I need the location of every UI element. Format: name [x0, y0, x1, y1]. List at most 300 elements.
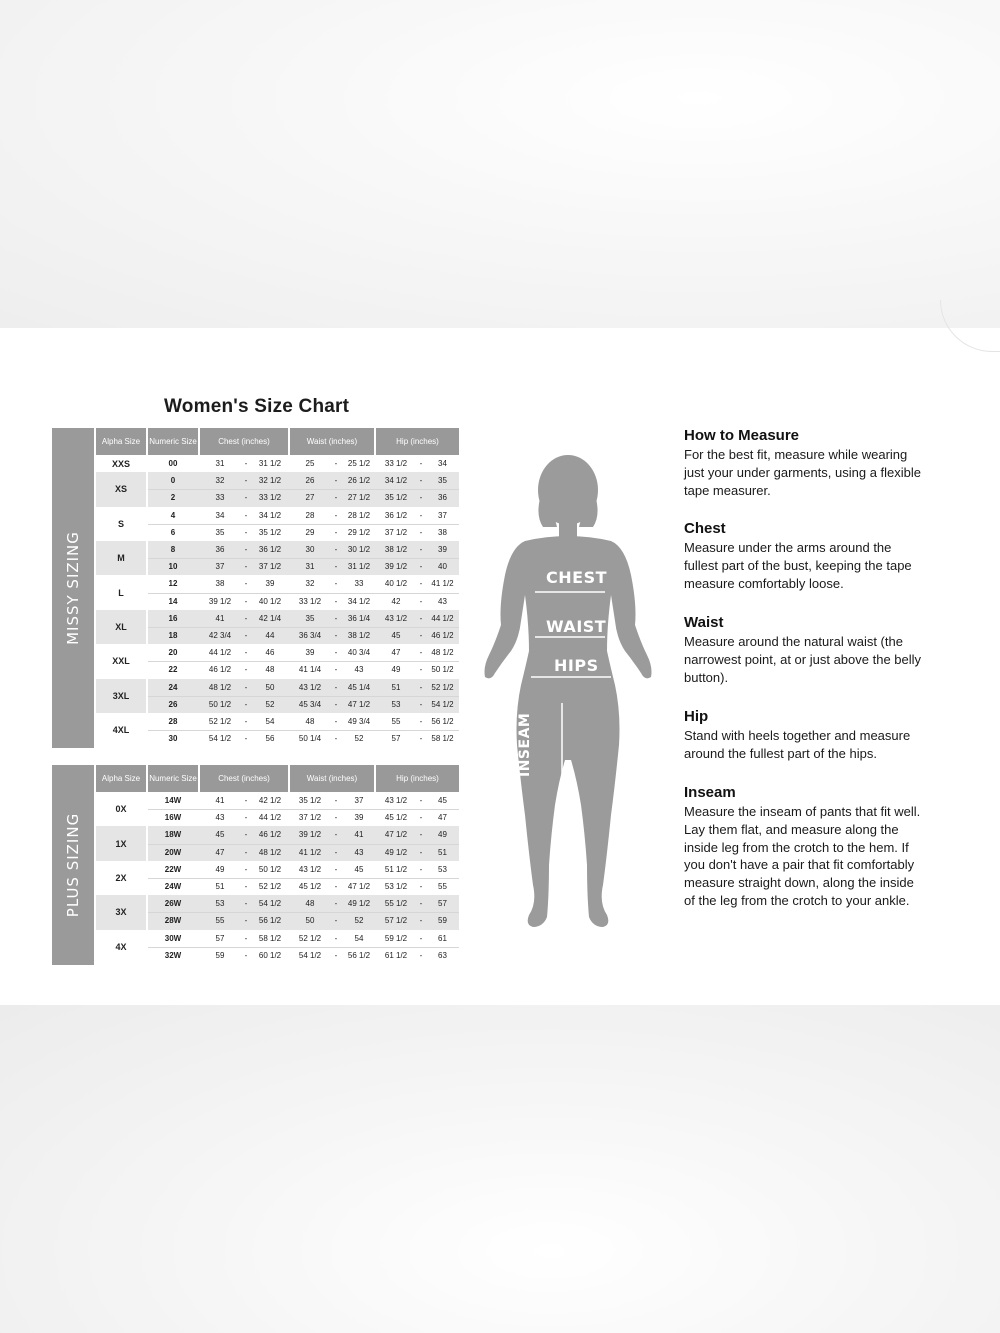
chest-min-cell: 37 — [215, 562, 225, 572]
numeric-size-cell: 22W — [164, 864, 182, 874]
chest-max-cell: 31 1/2 — [258, 459, 282, 468]
header-waist: Waist (inches) — [290, 765, 374, 792]
range-dash: - — [244, 648, 248, 658]
chest-max-cell: 37 1/2 — [258, 562, 282, 572]
numeric-size-cell: 2 — [170, 493, 176, 503]
numeric-size-cell: 28 — [168, 717, 178, 726]
waist-min-cell: 41 1/4 — [298, 665, 322, 675]
table-row — [148, 575, 459, 592]
numeric-size-cell: 16 — [168, 613, 178, 623]
hip-max-cell: 44 1/2 — [431, 613, 454, 623]
numeric-size-cell: 10 — [168, 562, 178, 572]
range-dash: - — [244, 562, 248, 572]
range-dash: - — [419, 545, 423, 554]
instruction-chest — [684, 520, 924, 592]
range-dash: - — [244, 950, 248, 960]
waist-max-cell: 43 — [354, 665, 364, 675]
chest-min-cell: 36 — [215, 545, 225, 554]
size-group — [96, 713, 459, 747]
instruction-text: Measure under the arms around the fullest part of the bust, keeping the tape measure comfortably loose. — [684, 540, 912, 591]
hip-max-cell: 34 — [438, 459, 447, 468]
range-dash: - — [244, 916, 248, 926]
hip-min-cell: 45 — [391, 630, 401, 640]
header-numeric-size: Numeric Size — [148, 428, 198, 455]
range-dash: - — [419, 682, 423, 692]
waist-min-cell: 27 — [305, 493, 315, 503]
table-row — [148, 524, 459, 541]
waist-max-cell: 49 3/4 — [347, 717, 371, 726]
waist-min-cell: 52 1/2 — [298, 933, 322, 943]
chest-min-cell: 41 — [215, 796, 225, 805]
range-dash: - — [419, 847, 423, 857]
range-dash: - — [334, 813, 338, 823]
range-dash: - — [419, 916, 423, 926]
missy-header-row — [96, 428, 459, 455]
header-alpha-size: Alpha Size — [96, 428, 146, 455]
waist-max-cell: 52 — [354, 916, 364, 926]
range-dash: - — [334, 899, 338, 909]
waist-max-cell: 29 1/2 — [347, 527, 371, 537]
alpha-size-cell: 3XL — [112, 690, 130, 701]
size-group — [96, 826, 459, 860]
range-dash: - — [334, 527, 338, 537]
range-dash: - — [419, 899, 423, 909]
waist-min-cell: 31 — [305, 562, 315, 572]
waist-max-cell: 37 — [354, 796, 364, 805]
numeric-size-cell: 14 — [168, 596, 178, 606]
chest-max-cell: 52 1/2 — [258, 881, 282, 891]
waist-min-cell: 43 1/2 — [298, 864, 322, 874]
chest-max-cell: 39 — [265, 579, 275, 589]
table-row — [148, 878, 459, 895]
waist-min-cell: 25 — [305, 459, 315, 468]
chest-min-cell: 54 1/2 — [208, 734, 232, 744]
chest-max-cell: 54 — [265, 717, 275, 726]
waist-min-cell: 39 — [305, 648, 315, 658]
hip-max-cell: 56 1/2 — [431, 717, 454, 726]
table-row — [148, 912, 459, 929]
hip-max-cell: 47 — [438, 813, 447, 823]
chest-max-cell: 56 1/2 — [258, 916, 282, 926]
alpha-size-cell: XXL — [112, 656, 130, 667]
instruction-inseam — [684, 784, 924, 910]
hip-max-cell: 35 — [438, 476, 447, 486]
hip-max-cell: 37 — [438, 510, 447, 520]
chest-max-cell: 48 — [265, 665, 275, 675]
chest-max-cell: 56 — [265, 734, 275, 744]
waist-min-cell: 26 — [305, 476, 315, 486]
range-dash: - — [244, 717, 248, 726]
range-dash: - — [419, 630, 423, 640]
hip-min-cell: 53 — [391, 699, 401, 709]
hip-min-cell: 38 1/2 — [384, 545, 408, 554]
waist-max-cell: 36 1/4 — [347, 613, 371, 623]
hip-min-cell: 55 1/2 — [384, 899, 408, 909]
header-hip: Hip (inches) — [376, 428, 459, 455]
range-dash: - — [334, 493, 338, 503]
waist-max-cell: 31 1/2 — [347, 562, 371, 572]
range-dash: - — [419, 596, 423, 606]
chest-max-cell: 50 — [265, 682, 275, 692]
waist-min-cell: 30 — [305, 545, 315, 554]
hip-min-cell: 40 1/2 — [384, 579, 408, 589]
range-dash: - — [334, 734, 338, 744]
numeric-size-cell: 0 — [170, 476, 176, 486]
waist-min-cell: 35 1/2 — [298, 796, 322, 805]
header-numeric-size: Numeric Size — [148, 765, 198, 792]
chest-max-cell: 36 1/2 — [258, 545, 282, 554]
instruction-text: Measure around the natural waist (the narrowest point, at or just above the belly button). — [684, 634, 922, 685]
table-row — [148, 627, 459, 644]
numeric-size-cell: 14W — [164, 796, 182, 805]
waist-max-cell: 49 1/2 — [347, 899, 371, 909]
hip-min-cell: 57 — [391, 734, 401, 744]
alpha-size-cell: 0X — [115, 804, 127, 815]
hip-min-cell: 42 — [391, 596, 401, 606]
size-group — [96, 507, 459, 541]
chest-min-cell: 34 — [215, 510, 225, 520]
table-row — [148, 541, 459, 558]
range-dash: - — [244, 476, 248, 486]
range-dash: - — [334, 847, 338, 857]
size-group — [96, 679, 459, 713]
waist-min-cell: 45 3/4 — [298, 699, 322, 709]
waist-max-cell: 45 1/4 — [347, 682, 371, 692]
range-dash: - — [419, 527, 423, 537]
range-dash: - — [419, 796, 423, 805]
instruction-how-to-measure — [684, 427, 924, 499]
range-dash: - — [334, 830, 338, 840]
range-dash: - — [334, 510, 338, 520]
hip-min-cell: 57 1/2 — [384, 916, 408, 926]
hips-figure-label: HIPS — [554, 656, 599, 675]
body-measurement-figure — [465, 455, 670, 935]
range-dash: - — [244, 933, 248, 943]
chest-max-cell: 54 1/2 — [258, 899, 282, 909]
range-dash: - — [419, 699, 423, 709]
waist-max-cell: 39 — [354, 813, 364, 823]
table-row — [148, 472, 459, 489]
waist-min-cell: 50 — [305, 916, 315, 926]
alpha-size-cell: 4XL — [112, 725, 130, 736]
hip-max-cell: 46 1/2 — [431, 630, 454, 640]
range-dash: - — [244, 510, 248, 520]
range-dash: - — [419, 476, 423, 486]
header-waist: Waist (inches) — [290, 428, 374, 455]
table-row — [148, 455, 459, 472]
range-dash: - — [244, 630, 248, 640]
range-dash: - — [334, 864, 338, 874]
chart-title: Women's Size Chart — [164, 396, 350, 417]
hip-max-cell: 58 1/2 — [431, 734, 454, 744]
table-row — [148, 792, 459, 809]
range-dash: - — [244, 665, 248, 675]
hip-min-cell: 51 — [391, 682, 401, 692]
header-alpha-size: Alpha Size — [96, 765, 146, 792]
numeric-size-cell: 6 — [170, 527, 176, 537]
table-row — [148, 507, 459, 524]
range-dash: - — [419, 717, 423, 726]
table-row — [148, 696, 459, 713]
range-dash: - — [334, 545, 338, 554]
chest-max-cell: 60 1/2 — [258, 950, 282, 960]
numeric-size-cell: 12 — [168, 579, 178, 589]
waist-min-cell: 54 1/2 — [298, 950, 322, 960]
range-dash: - — [419, 562, 423, 572]
waist-max-cell: 26 1/2 — [347, 476, 371, 486]
chest-max-cell: 42 1/2 — [258, 796, 282, 805]
waist-min-cell: 36 3/4 — [298, 630, 322, 640]
alpha-size-cell: 2X — [115, 872, 127, 883]
instruction-text: For the best fit, measure while wearing just your under garments, using a flexible tape measurer. — [684, 447, 922, 498]
range-dash: - — [419, 830, 423, 840]
hip-min-cell: 45 1/2 — [384, 813, 408, 823]
hip-max-cell: 54 1/2 — [431, 699, 454, 709]
waist-max-cell: 52 — [354, 734, 364, 744]
range-dash: - — [244, 899, 248, 909]
hip-min-cell: 33 1/2 — [384, 459, 408, 468]
range-dash: - — [334, 717, 338, 726]
hip-min-cell: 35 1/2 — [384, 493, 408, 503]
instruction-heading: How to Measure — [684, 427, 800, 444]
hip-max-cell: 41 1/2 — [431, 579, 454, 589]
table-row — [148, 809, 459, 826]
table-row — [148, 593, 459, 610]
alpha-size-cell: M — [117, 553, 125, 564]
waist-min-cell: 48 — [305, 899, 315, 909]
alpha-size-cell: XL — [115, 621, 127, 632]
table-row — [148, 844, 459, 861]
chest-min-cell: 51 — [215, 881, 225, 891]
instruction-heading: Inseam — [684, 784, 736, 801]
range-dash: - — [334, 562, 338, 572]
hip-max-cell: 43 — [438, 596, 447, 606]
chest-min-cell: 48 1/2 — [208, 682, 232, 692]
range-dash: - — [419, 579, 423, 589]
numeric-size-cell: 30 — [168, 734, 178, 744]
waist-min-cell: 39 1/2 — [298, 830, 322, 840]
hip-min-cell: 49 1/2 — [384, 847, 408, 857]
missy-sizing-label: MISSY SIZING — [64, 531, 82, 645]
hip-min-cell: 59 1/2 — [384, 933, 408, 943]
range-dash: - — [244, 545, 248, 554]
range-dash: - — [244, 596, 248, 606]
size-group — [96, 895, 459, 929]
chest-min-cell: 41 — [215, 613, 225, 623]
chest-max-cell: 48 1/2 — [258, 847, 282, 857]
background-bottom — [0, 1005, 1000, 1333]
hip-min-cell: 37 1/2 — [384, 527, 408, 537]
table-row — [148, 826, 459, 843]
range-dash: - — [334, 665, 338, 675]
chest-min-cell: 55 — [215, 916, 225, 926]
hip-min-cell: 34 1/2 — [384, 476, 408, 486]
range-dash: - — [419, 813, 423, 823]
range-dash: - — [334, 579, 338, 589]
chest-max-cell: 34 1/2 — [258, 510, 282, 520]
numeric-size-cell: 28W — [164, 916, 182, 926]
waist-max-cell: 25 1/2 — [347, 459, 371, 468]
numeric-size-cell: 18 — [168, 630, 178, 640]
chest-max-cell: 40 1/2 — [258, 596, 282, 606]
range-dash: - — [334, 933, 338, 943]
plus-header-row — [96, 765, 459, 792]
chest-min-cell: 45 — [215, 830, 225, 840]
hip-max-cell: 61 — [438, 933, 447, 943]
range-dash: - — [334, 613, 338, 623]
plus-sizing-label: PLUS SIZING — [64, 812, 82, 918]
hip-max-cell: 48 1/2 — [431, 648, 454, 658]
table-row — [148, 610, 459, 627]
hip-max-cell: 51 — [438, 847, 447, 857]
range-dash: - — [334, 699, 338, 709]
numeric-size-cell: 16W — [164, 813, 182, 823]
size-group — [96, 644, 459, 678]
hip-max-cell: 49 — [438, 830, 447, 840]
hip-min-cell: 47 — [391, 648, 401, 658]
background-top — [0, 0, 1000, 328]
hip-max-cell: 59 — [438, 916, 447, 926]
alpha-size-cell: XS — [114, 484, 127, 495]
alpha-size-cell: 1X — [115, 838, 127, 849]
chest-figure-label: CHEST — [546, 568, 607, 587]
instruction-heading: Hip — [684, 708, 709, 725]
instruction-text: Stand with heels together and measure around the fullest part of the hips. — [684, 728, 911, 761]
range-dash: - — [244, 699, 248, 709]
range-dash: - — [244, 682, 248, 692]
range-dash: - — [244, 613, 248, 623]
chest-min-cell: 47 — [215, 847, 225, 857]
size-group — [96, 472, 459, 506]
alpha-size-cell: XXS — [111, 458, 130, 469]
range-dash: - — [244, 830, 248, 840]
numeric-size-cell: 26 — [168, 699, 178, 709]
chest-min-cell: 46 1/2 — [208, 665, 232, 675]
hip-max-cell: 53 — [438, 864, 447, 874]
table-row — [148, 713, 459, 730]
chest-max-cell: 50 1/2 — [258, 864, 282, 874]
chest-min-cell: 57 — [215, 933, 225, 943]
chest-max-cell: 52 — [265, 699, 275, 709]
range-dash: - — [334, 596, 338, 606]
range-dash: - — [244, 493, 248, 503]
range-dash: - — [419, 950, 423, 960]
table-row — [148, 679, 459, 696]
chest-max-cell: 33 1/2 — [258, 493, 282, 503]
chest-min-cell: 38 — [215, 579, 225, 589]
missy-side-band — [52, 428, 94, 748]
waist-min-cell: 35 — [305, 613, 315, 623]
waist-max-cell: 30 1/2 — [347, 545, 371, 554]
numeric-size-cell: 20 — [168, 648, 178, 658]
inseam-figure-label: INSEAM — [517, 712, 533, 777]
range-dash: - — [244, 881, 248, 891]
alpha-size-cell: 4X — [115, 941, 127, 952]
waist-max-cell: 41 — [354, 830, 364, 840]
instruction-heading: Waist — [684, 614, 724, 631]
instruction-waist — [684, 614, 924, 686]
size-group — [96, 455, 459, 472]
size-group — [96, 861, 459, 895]
hip-min-cell: 36 1/2 — [384, 510, 408, 520]
range-dash: - — [334, 682, 338, 692]
range-dash: - — [419, 734, 423, 744]
header-chest: Chest (inches) — [200, 765, 288, 792]
range-dash: - — [334, 950, 338, 960]
chest-max-cell: 32 1/2 — [258, 476, 282, 486]
chest-min-cell: 35 — [215, 527, 225, 537]
chest-max-cell: 42 1/4 — [258, 613, 282, 623]
range-dash: - — [419, 648, 423, 658]
range-dash: - — [419, 613, 423, 623]
waist-min-cell: 28 — [305, 510, 315, 520]
instruction-text: Measure the inseam of pants that fit well. Lay them flat, and measure along the inside leg from the crotch to the hem. If you don't have a pair that fit comfortably measure straight down, along the inside of the leg from the crotch to your ankle. — [684, 804, 921, 908]
numeric-size-cell: 24W — [164, 881, 182, 891]
hip-min-cell: 49 — [391, 665, 401, 675]
alpha-size-cell: L — [118, 587, 124, 598]
hip-min-cell: 43 1/2 — [384, 796, 408, 805]
range-dash: - — [419, 459, 423, 468]
range-dash: - — [334, 459, 338, 468]
range-dash: - — [419, 881, 423, 891]
chest-min-cell: 39 1/2 — [208, 596, 232, 606]
waist-max-cell: 47 1/2 — [347, 881, 371, 891]
hip-max-cell: 45 — [438, 796, 447, 805]
chest-min-cell: 42 3/4 — [208, 630, 232, 640]
hip-max-cell: 63 — [438, 950, 447, 960]
range-dash: - — [419, 864, 423, 874]
table-row — [148, 644, 459, 661]
range-dash: - — [334, 648, 338, 658]
waist-min-cell: 32 — [305, 579, 315, 589]
table-row — [148, 730, 459, 747]
alpha-size-cell: S — [117, 518, 124, 529]
size-group — [96, 610, 459, 644]
hip-min-cell: 47 1/2 — [384, 830, 408, 840]
waist-min-cell: 29 — [305, 527, 315, 537]
table-row — [148, 861, 459, 878]
numeric-size-cell: 4 — [170, 510, 176, 520]
hip-min-cell: 53 1/2 — [384, 881, 408, 891]
numeric-size-cell: 32W — [164, 950, 182, 960]
chest-max-cell: 58 1/2 — [258, 933, 282, 943]
numeric-size-cell: 00 — [168, 459, 178, 468]
chest-min-cell: 53 — [215, 899, 225, 909]
table-row — [148, 558, 459, 575]
hip-min-cell: 39 1/2 — [384, 562, 408, 572]
range-dash: - — [419, 665, 423, 675]
range-dash: - — [334, 630, 338, 640]
range-dash: - — [334, 796, 338, 805]
table-row — [148, 947, 459, 964]
waist-min-cell: 45 1/2 — [298, 881, 322, 891]
table-row — [148, 661, 459, 678]
hip-max-cell: 38 — [438, 527, 447, 537]
range-dash: - — [244, 459, 248, 468]
chest-max-cell: 35 1/2 — [258, 527, 282, 537]
waist-max-cell: 38 1/2 — [347, 630, 371, 640]
hip-max-cell: 36 — [438, 493, 447, 503]
hip-min-cell: 55 — [391, 717, 401, 726]
numeric-size-cell: 22 — [168, 665, 178, 675]
waist-min-cell: 50 1/4 — [298, 734, 322, 744]
size-group — [96, 792, 459, 826]
chest-min-cell: 50 1/2 — [208, 699, 232, 709]
waist-max-cell: 54 — [354, 933, 364, 943]
header-hip: Hip (inches) — [376, 765, 459, 792]
chest-max-cell: 46 1/2 — [258, 830, 282, 840]
waist-min-cell: 33 1/2 — [298, 596, 322, 606]
